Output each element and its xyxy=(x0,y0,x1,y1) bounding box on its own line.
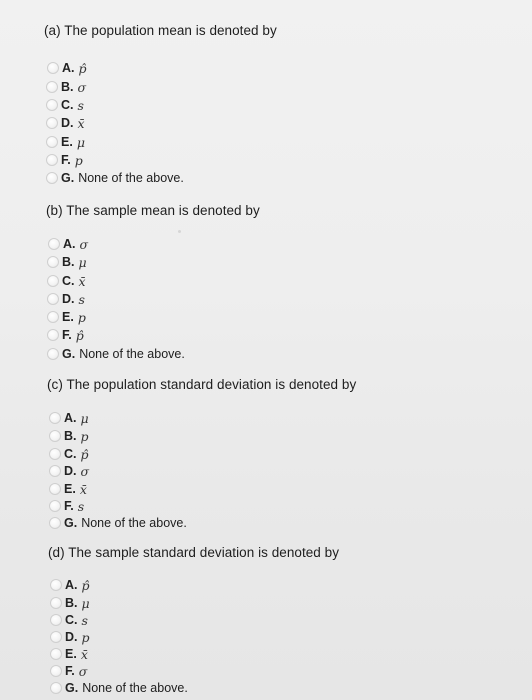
radio-button-icon[interactable] xyxy=(47,293,59,305)
option-symbol: p xyxy=(80,428,89,444)
option-letter: D. xyxy=(65,630,78,644)
question-d-title: (d) The sample standard deviation is denoted by xyxy=(48,545,340,560)
radio-button-icon[interactable] xyxy=(47,329,59,341)
question-a-option-b[interactable] xyxy=(46,79,86,95)
question-b-option-f[interactable] xyxy=(47,327,84,343)
option-text: None of the above. xyxy=(78,171,184,185)
radio-button-icon[interactable] xyxy=(48,238,60,250)
option-symbol: p xyxy=(74,152,83,168)
question-c-option-e[interactable] xyxy=(49,481,87,497)
question-d-option-g[interactable] xyxy=(50,680,188,696)
option-symbol: σ xyxy=(78,663,88,679)
radio-button-icon[interactable] xyxy=(46,172,58,184)
option-text: None of the above. xyxy=(81,516,187,530)
radio-button-icon[interactable] xyxy=(49,483,61,495)
option-letter: F. xyxy=(64,499,74,513)
option-symbol: μ xyxy=(80,410,89,426)
option-symbol: μ xyxy=(78,254,87,270)
option-symbol: s xyxy=(77,498,85,514)
option-symbol: p xyxy=(81,629,90,645)
option-letter: F. xyxy=(61,153,71,167)
option-letter: C. xyxy=(62,274,75,288)
option-letter: C. xyxy=(61,98,74,112)
option-symbol: p̂ xyxy=(78,60,87,76)
question-a-title: (a) The population mean is denoted by xyxy=(44,23,277,38)
option-letter: E. xyxy=(61,135,73,149)
question-c-option-f[interactable] xyxy=(49,498,84,514)
question-d-option-b[interactable] xyxy=(50,595,90,611)
question-a-option-f[interactable] xyxy=(46,152,83,168)
option-text: None of the above. xyxy=(82,681,188,695)
radio-button-icon[interactable] xyxy=(50,579,62,591)
option-letter: D. xyxy=(64,464,77,478)
option-letter: A. xyxy=(62,61,75,75)
option-letter: C. xyxy=(64,447,77,461)
option-symbol: p̂ xyxy=(80,446,89,462)
option-letter: C. xyxy=(65,613,78,627)
option-letter: F. xyxy=(62,328,72,342)
radio-button-icon[interactable] xyxy=(46,117,58,129)
radio-button-icon[interactable] xyxy=(47,348,59,360)
question-c-option-d[interactable] xyxy=(49,463,89,479)
question-b-option-b[interactable] xyxy=(47,254,87,270)
option-letter: D. xyxy=(61,116,74,130)
option-letter: A. xyxy=(64,411,77,425)
option-symbol: σ xyxy=(77,79,87,95)
question-b-option-c[interactable] xyxy=(47,273,86,289)
option-text: None of the above. xyxy=(79,347,185,361)
option-symbol: x̄ xyxy=(77,115,85,131)
option-symbol: σ xyxy=(80,463,90,479)
question-b-option-a[interactable] xyxy=(48,236,88,252)
option-symbol: μ xyxy=(81,595,90,611)
radio-button-icon[interactable] xyxy=(47,311,59,323)
question-b-option-d[interactable] xyxy=(47,291,85,307)
option-symbol: s xyxy=(81,612,88,628)
question-a-option-a[interactable] xyxy=(47,60,87,76)
option-letter: E. xyxy=(62,310,74,324)
option-letter: E. xyxy=(64,482,76,496)
radio-button-icon[interactable] xyxy=(49,448,61,460)
option-symbol: s xyxy=(78,291,85,307)
option-letter: B. xyxy=(65,596,78,610)
radio-button-icon[interactable] xyxy=(49,412,61,424)
radio-button-icon[interactable] xyxy=(50,665,62,677)
option-symbol: μ xyxy=(76,134,85,150)
radio-button-icon[interactable] xyxy=(50,614,62,626)
question-d-option-a[interactable] xyxy=(50,577,90,593)
option-letter: B. xyxy=(61,80,74,94)
option-letter: A. xyxy=(63,237,76,251)
question-d-option-e[interactable] xyxy=(50,646,88,662)
radio-button-icon[interactable] xyxy=(46,81,58,93)
option-symbol: p xyxy=(77,309,86,325)
radio-button-icon[interactable] xyxy=(49,465,61,477)
option-letter: B. xyxy=(62,255,75,269)
question-b-option-g[interactable] xyxy=(47,346,185,362)
radio-button-icon[interactable] xyxy=(47,275,59,287)
option-symbol: s xyxy=(77,97,84,113)
question-c-option-a[interactable] xyxy=(49,410,89,426)
option-letter: D. xyxy=(62,292,75,306)
radio-button-icon[interactable] xyxy=(47,256,59,268)
option-symbol: p̂ xyxy=(75,327,84,343)
radio-button-icon[interactable] xyxy=(50,648,62,660)
question-a-option-c[interactable] xyxy=(46,97,84,113)
option-symbol: σ xyxy=(79,236,89,252)
question-c-option-b[interactable] xyxy=(49,428,89,444)
option-symbol: x̄ xyxy=(80,646,88,662)
question-a-option-g[interactable] xyxy=(46,170,184,186)
radio-button-icon[interactable] xyxy=(50,597,62,609)
radio-button-icon[interactable] xyxy=(46,136,58,148)
radio-button-icon[interactable] xyxy=(50,682,62,694)
option-letter: A. xyxy=(65,578,78,592)
question-a-option-d[interactable] xyxy=(46,115,85,131)
question-b-title: (b) The sample mean is denoted by xyxy=(46,203,260,218)
option-symbol: x̄ xyxy=(78,273,86,289)
option-letter: G. xyxy=(64,516,78,530)
option-letter: F. xyxy=(65,664,75,678)
radio-button-icon[interactable] xyxy=(47,62,59,74)
option-letter: B. xyxy=(64,429,77,443)
question-c-option-c[interactable] xyxy=(49,446,89,462)
radio-button-icon[interactable] xyxy=(46,154,58,166)
question-b-option-e[interactable] xyxy=(47,309,86,325)
question-d-option-f[interactable] xyxy=(50,663,87,679)
question-d-option-c[interactable] xyxy=(50,612,88,628)
option-letter: E. xyxy=(65,647,77,661)
radio-button-icon[interactable] xyxy=(50,631,62,643)
option-symbol: p̂ xyxy=(81,577,90,593)
question-c-option-g[interactable] xyxy=(49,515,187,531)
option-letter: G. xyxy=(65,681,79,695)
radio-button-icon[interactable] xyxy=(49,500,61,512)
option-letter: G. xyxy=(61,171,75,185)
option-symbol: x̄ xyxy=(79,481,87,497)
question-d-option-d[interactable] xyxy=(50,629,90,645)
radio-button-icon[interactable] xyxy=(49,517,61,529)
question-c-title: (c) The population standard deviation is denoted by xyxy=(47,377,357,392)
page-smudge xyxy=(178,230,181,233)
radio-button-icon[interactable] xyxy=(49,430,61,442)
radio-button-icon[interactable] xyxy=(46,99,58,111)
question-a-option-e[interactable] xyxy=(46,134,85,150)
option-letter: G. xyxy=(62,347,76,361)
